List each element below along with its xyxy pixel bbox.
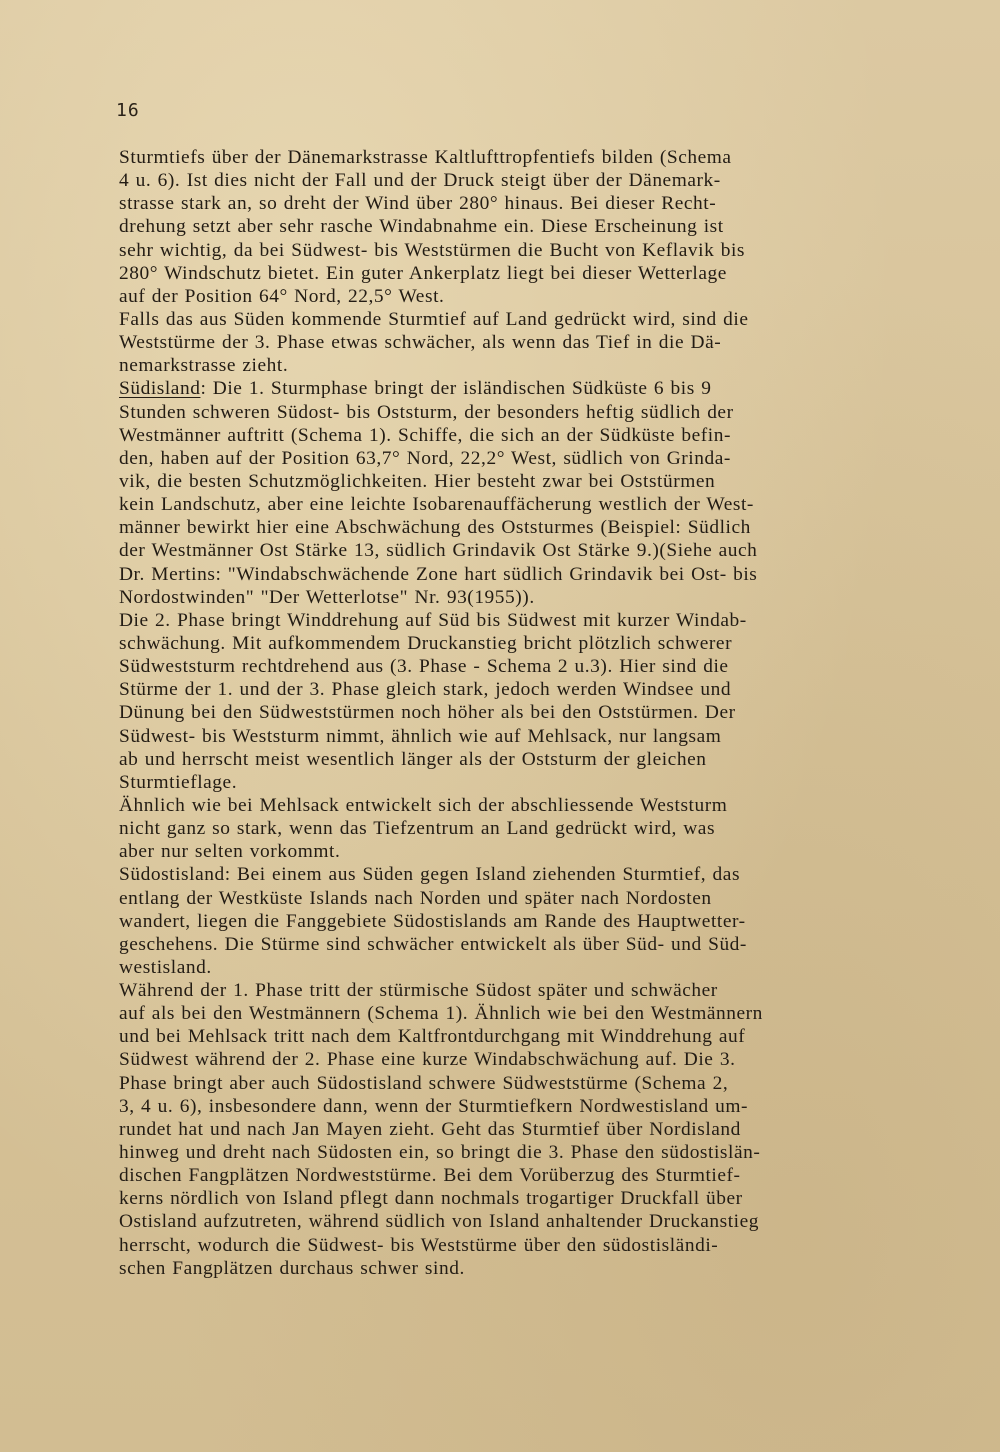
text-line: den, haben auf der Position 63,7° Nord, 22,2° West, südlich von Grinda- <box>119 447 731 469</box>
text-line: Südostisland: Bei einem aus Süden gegen Island ziehenden Sturmtief, das <box>119 864 741 886</box>
text-line: Die 2. Phase bringt Winddrehung auf Süd bis Südwest mit kurzer Windab- <box>119 609 747 631</box>
text-line: Phase bringt aber auch Südostisland schwere Südweststürme (Schema 2, <box>119 1072 729 1094</box>
text-line: männer bewirkt hier eine Abschwächung des Oststurmes (Beispiel: Südlich <box>119 517 751 539</box>
text-line: 3, 4 u. 6), insbesondere dann, wenn der Sturmtiefkern Nordwestisland um- <box>119 1095 749 1117</box>
text-line: dischen Fangplätzen Nordweststürme. Bei dem Vorüberzug des Sturmtief- <box>119 1165 741 1187</box>
text-line: 280° Windschutz bietet. Ein guter Ankerplatz liegt bei dieser Wetterlage <box>119 262 727 284</box>
text-line: Ostisland aufzutreten, während südlich von Island anhaltender Druckanstieg <box>119 1211 760 1233</box>
text-line: Südwest- bis Weststurm nimmt, ähnlich wie auf Mehlsack, nur langsam <box>119 725 722 747</box>
text-line: herrscht, wodurch die Südwest- bis Weststürme über den südostisländi- <box>119 1234 719 1256</box>
text-line: kerns nördlich von Island pflegt dann nochmals trogartiger Druckfall über <box>119 1188 743 1210</box>
text-line: Sturmtiefs über der Dänemarkstrasse Kaltlufttropfentiefs bilden (Schema <box>119 147 732 168</box>
text-line: auf als bei den Westmännern (Schema 1). Ähnlich wie bei den Westmännern <box>119 1003 763 1025</box>
text-line: auf der Position 64° Nord, 22,5° West. <box>119 285 445 307</box>
page-number: 16 <box>116 100 140 121</box>
text-line: Dünung bei den Südweststürmen noch höher als bei den Oststürmen. Der <box>119 702 736 724</box>
text-line: vik, die besten Schutzmöglichkeiten. Hier besteht zwar bei Oststürmen <box>119 470 716 492</box>
text-line: ab und herrscht meist wesentlich länger als der Oststurm der gleichen <box>119 748 707 770</box>
text-line: Nordostwinden" "Der Wetterlotse" Nr. 93(1955)). <box>119 586 535 608</box>
text-line: rundet hat und nach Jan Mayen zieht. Geht das Sturmtief über Nordisland <box>119 1118 741 1140</box>
text-line: Westmänner auftritt (Schema 1). Schiffe, die sich an der Südküste befin- <box>119 424 731 446</box>
text-line: Stürme der 1. und der 3. Phase gleich stark, jedoch werden Windsee und <box>119 679 732 701</box>
text-line: wandert, liegen die Fanggebiete Südostislands am Rande des Hauptwetter- <box>119 910 746 932</box>
text-line: nicht ganz so stark, wenn das Tiefzentrum an Land gedrückt wird, was <box>119 818 716 840</box>
text-line: Während der 1. Phase tritt der stürmische Südost später und schwächer <box>119 980 718 1002</box>
text-line: Falls das aus Süden kommende Sturmtief auf Land gedrückt wird, sind die <box>119 308 749 330</box>
text-line: strasse stark an, so dreht der Wind über 280° hinaus. Bei dieser Recht- <box>119 193 717 215</box>
text-line: Südisland: Die 1. Sturmphase bringt der isländischen Südküste 6 bis 9 <box>119 378 712 400</box>
text-line: drehung setzt aber sehr rasche Windabnahme ein. Diese Erscheinung ist <box>119 216 724 238</box>
text-line: kein Landschutz, aber eine leichte Isobarenauffächerung westlich der West- <box>119 494 754 516</box>
text-line: nemarkstrasse zieht. <box>119 355 289 377</box>
text-line: der Westmänner Ost Stärke 13, südlich Grindavik Ost Stärke 9.)(Siehe auch <box>119 540 758 562</box>
text-line: Ähnlich wie bei Mehlsack entwickelt sich der abschliessende Weststurm <box>119 794 728 816</box>
text-line: Stunden schweren Südost- bis Oststurm, der besonders heftig südlich der <box>119 401 734 423</box>
text-line: sehr wichtig, da bei Südwest- bis Weststürmen die Bucht von Keflavik bis <box>119 239 746 261</box>
text-line: Sturmtieflage. <box>119 771 238 793</box>
text-line: westisland. <box>119 956 212 978</box>
section-heading-suedisland: Südisland <box>119 378 201 400</box>
text-line: Südwest während der 2. Phase eine kurze Windabschwächung auf. Die 3. <box>119 1049 736 1071</box>
text-line: Dr. Mertins: "Windabschwächende Zone hart südlich Grindavik bei Ost- bis <box>119 563 758 585</box>
text-line: Südweststurm rechtdrehend aus (3. Phase - Schema 2 u.3). Hier sind die <box>119 656 729 678</box>
text-line: geschehens. Die Stürme sind schwächer entwickelt als über Süd- und Süd- <box>119 933 747 955</box>
text-line: 4 u. 6). Ist dies nicht der Fall und der Druck steigt über der Dänemark- <box>119 170 721 192</box>
text-line: aber nur selten vorkommt. <box>119 841 341 863</box>
text-line: schwächung. Mit aufkommendem Druckanstieg bricht plötzlich schwerer <box>119 632 733 654</box>
text-line: hinweg und dreht nach Südosten ein, so bringt die 3. Phase den südostislän- <box>119 1142 761 1164</box>
text-line: schen Fangplätzen durchaus schwer sind. <box>119 1257 465 1279</box>
text-line: entlang der Westküste Islands nach Norden und später nach Nordosten <box>119 887 712 909</box>
text-line: Weststürme der 3. Phase etwas schwächer, als wenn das Tief in die Dä- <box>119 332 722 354</box>
text-line: und bei Mehlsack tritt nach dem Kaltfrontdurchgang mit Winddrehung auf <box>119 1026 746 1048</box>
body-text <box>119 146 931 1280</box>
